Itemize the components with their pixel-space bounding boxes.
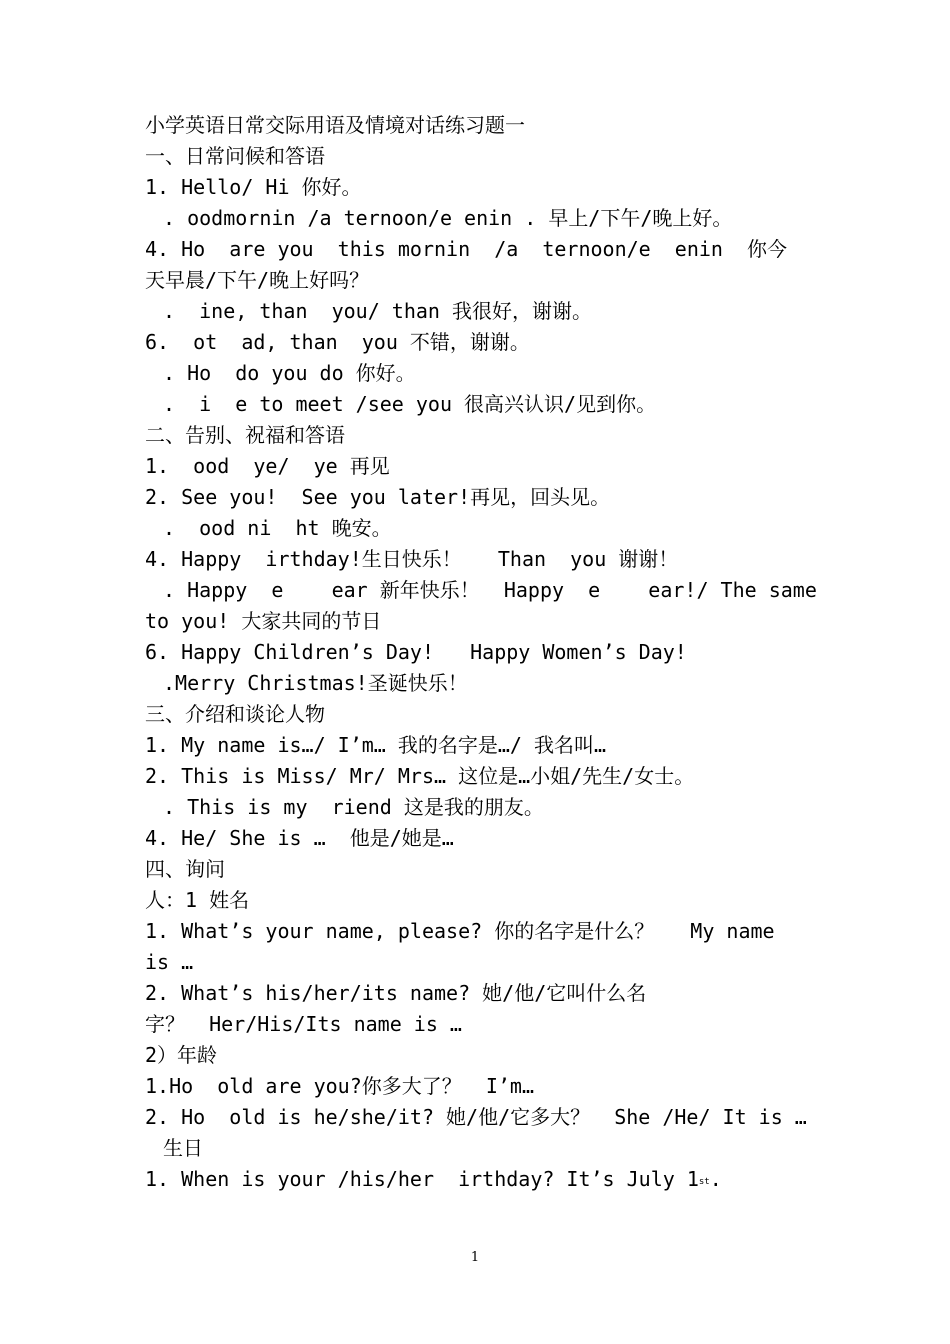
ordinal-suffix: st xyxy=(698,1177,710,1187)
text-line: 天早晨/下午/晚上好吗？ xyxy=(145,268,370,292)
text-line: 1. ood ye/ ye 再见 xyxy=(145,454,390,478)
text-line: . ood ni ht 晚安。 xyxy=(163,516,392,540)
text-line: . oodmornin /a ternoon/e enin . 早上/下午/晚上好。 xyxy=(163,206,733,230)
text-line: . ine, than you/ than 我很好，谢谢。 xyxy=(163,299,592,323)
text-line: . Ho do you do 你好。 xyxy=(163,361,416,385)
text-line: 1.Ho old are you?你多大了？ I’m… xyxy=(145,1074,534,1098)
text-line: 2. This is Miss/ Mr/ Mrs… 这位是…小姐/先生/女士。 xyxy=(145,764,695,788)
text-line: 4. Ho are you this mornin /a ternoon/e enin 你今 xyxy=(145,237,788,261)
text-line: 6. Happy Children’s Day! Happy Women’s Day! xyxy=(145,640,687,664)
text-line: . i e to meet /see you 很高兴认识/见到你。 xyxy=(163,392,657,416)
text-line: 小学英语日常交际用语及情境对话练习题一 xyxy=(145,113,525,137)
text-line: 2. See you! See you later!再见，回头见。 xyxy=(145,485,611,509)
text-line: 三、介绍和谈论人物 xyxy=(145,702,325,726)
text-line: 2. What’s his/her/its name? 她/他/它叫什么名 xyxy=(145,981,647,1005)
text-line: 2）年龄 xyxy=(145,1043,218,1067)
text-line: 1. When is your /his/her irthday? It’s July 1st. xyxy=(145,1167,722,1191)
text-line: 1. My name is…/ I’m… 我的名字是…/ 我名叫… xyxy=(145,733,607,757)
line-end-punct: . xyxy=(709,1167,722,1191)
text-line: 1. What’s your name, please? 你的名字是什么？ My name xyxy=(145,919,775,943)
text-line: 二、告别、祝福和答语 xyxy=(145,423,345,447)
text-line: 字？ Her/His/Its name is … xyxy=(145,1012,462,1036)
text-line: 2. Ho old is he/she/it? 她/他/它多大？ She /He/ It is … xyxy=(145,1105,807,1129)
text-line: 人：1 姓名 xyxy=(145,888,250,912)
text-line: .Merry Christmas!圣诞快乐！ xyxy=(163,671,468,695)
text-line: 6. ot ad, than you 不错，谢谢。 xyxy=(145,330,530,354)
text-line: . This is my riend 这是我的朋友。 xyxy=(163,795,544,819)
text-line: 4. Happy irthday!生日快乐！ Than you 谢谢！ xyxy=(145,547,679,571)
text-line: . Happy e ear 新年快乐！ Happy e ear!/ The same xyxy=(163,578,817,602)
text-line: 4. He/ She is … 他是/她是… xyxy=(145,826,454,850)
text-line: is … xyxy=(145,950,194,974)
text-line: 一、日常问候和答语 xyxy=(145,144,325,168)
text-line: 生日 xyxy=(163,1136,203,1160)
text-line: 四、询问 xyxy=(145,857,225,881)
text-line: to you! 大家共同的节日 xyxy=(145,609,382,633)
page-number: 1 xyxy=(470,1250,480,1265)
text-line: 1. Hello/ Hi 你好。 xyxy=(145,175,362,199)
